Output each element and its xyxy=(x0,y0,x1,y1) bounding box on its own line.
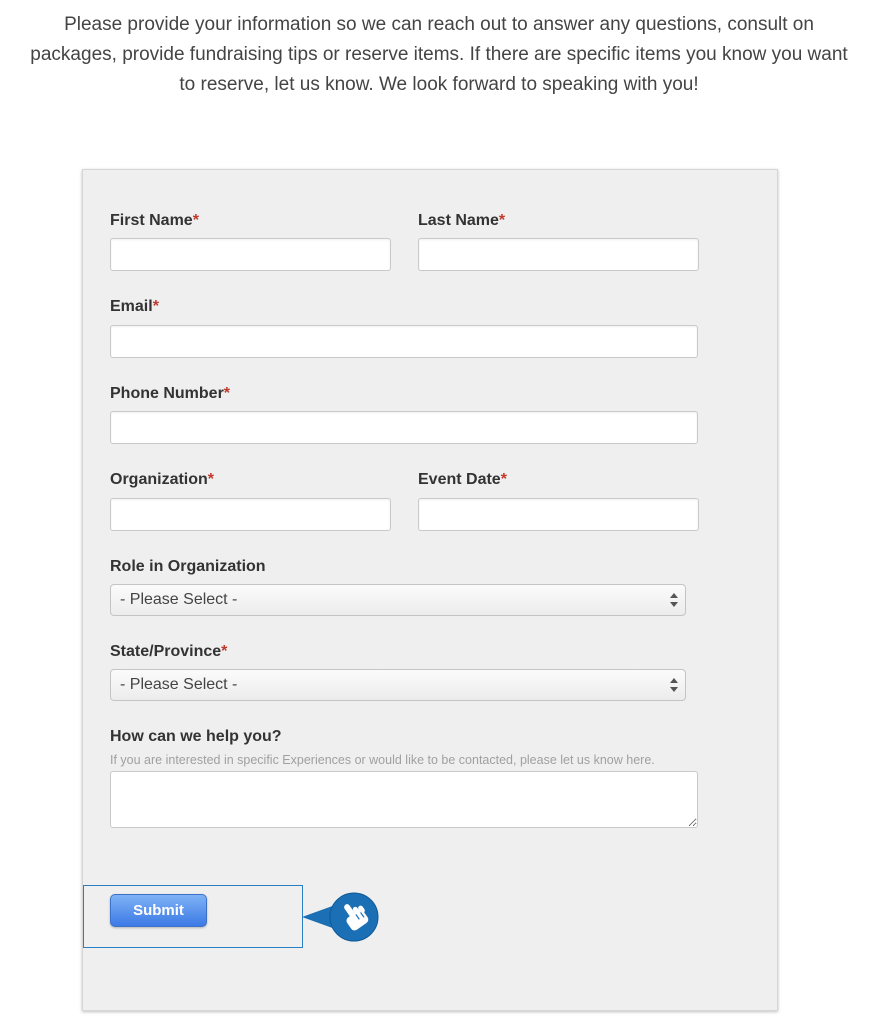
state-label xyxy=(110,643,227,661)
role-select[interactable] xyxy=(110,584,686,616)
required-asterisk: * xyxy=(223,385,231,402)
required-asterisk: * xyxy=(152,298,159,315)
role-label-text: Role in Organization xyxy=(110,558,266,575)
state-select-value: - Please Select - xyxy=(120,676,238,693)
role-select-value: - Please Select - xyxy=(120,591,238,608)
up-down-arrows-icon xyxy=(669,590,679,610)
required-asterisk: * xyxy=(498,212,506,229)
phone-label-text: Phone Number xyxy=(110,385,224,402)
role-label xyxy=(110,558,266,576)
first-name-input[interactable] xyxy=(110,238,391,271)
phone-input[interactable] xyxy=(110,411,698,444)
intro-line-2: packages, provide fundraising tips or reserve items. If there are specific items you know you want xyxy=(30,44,848,65)
submit-button[interactable]: Submit xyxy=(110,894,207,927)
first-name-label-text: First Name xyxy=(110,212,193,229)
organization-label xyxy=(110,471,214,489)
state-select[interactable] xyxy=(110,669,686,701)
email-label-text: Email xyxy=(110,298,153,315)
help-hint: If you are interested in specific Experiences or would like to be contacted, please let us know here. xyxy=(110,753,655,767)
state-label-text: State/Province xyxy=(110,643,222,660)
required-asterisk: * xyxy=(221,643,228,660)
last-name-label-text: Last Name xyxy=(418,212,499,229)
intro-line-3: to reserve, let us know. We look forward to speaking with you! xyxy=(179,74,699,95)
help-textarea[interactable] xyxy=(110,771,698,828)
intro-text xyxy=(0,10,878,100)
help-label-text: How can we help you? xyxy=(110,728,282,745)
required-asterisk: * xyxy=(207,471,215,488)
up-down-arrows-icon xyxy=(669,675,679,695)
first-name-label xyxy=(110,212,199,230)
email-input[interactable] xyxy=(110,325,698,358)
last-name-input[interactable] xyxy=(418,238,699,271)
organization-label-text: Organization xyxy=(110,471,208,488)
organization-input[interactable] xyxy=(110,498,391,531)
event-date-input[interactable] xyxy=(418,498,699,531)
required-asterisk: * xyxy=(192,212,199,229)
event-date-label xyxy=(418,471,507,489)
email-label xyxy=(110,298,159,316)
event-date-label-text: Event Date xyxy=(418,471,501,488)
intro-line-1: Please provide your information so we can reach out to answer any questions, consult on xyxy=(64,14,814,35)
help-label xyxy=(110,728,282,746)
last-name-label xyxy=(418,212,505,230)
hand-pointer-icon xyxy=(302,892,380,942)
required-asterisk: * xyxy=(500,471,507,488)
phone-label xyxy=(110,385,230,403)
